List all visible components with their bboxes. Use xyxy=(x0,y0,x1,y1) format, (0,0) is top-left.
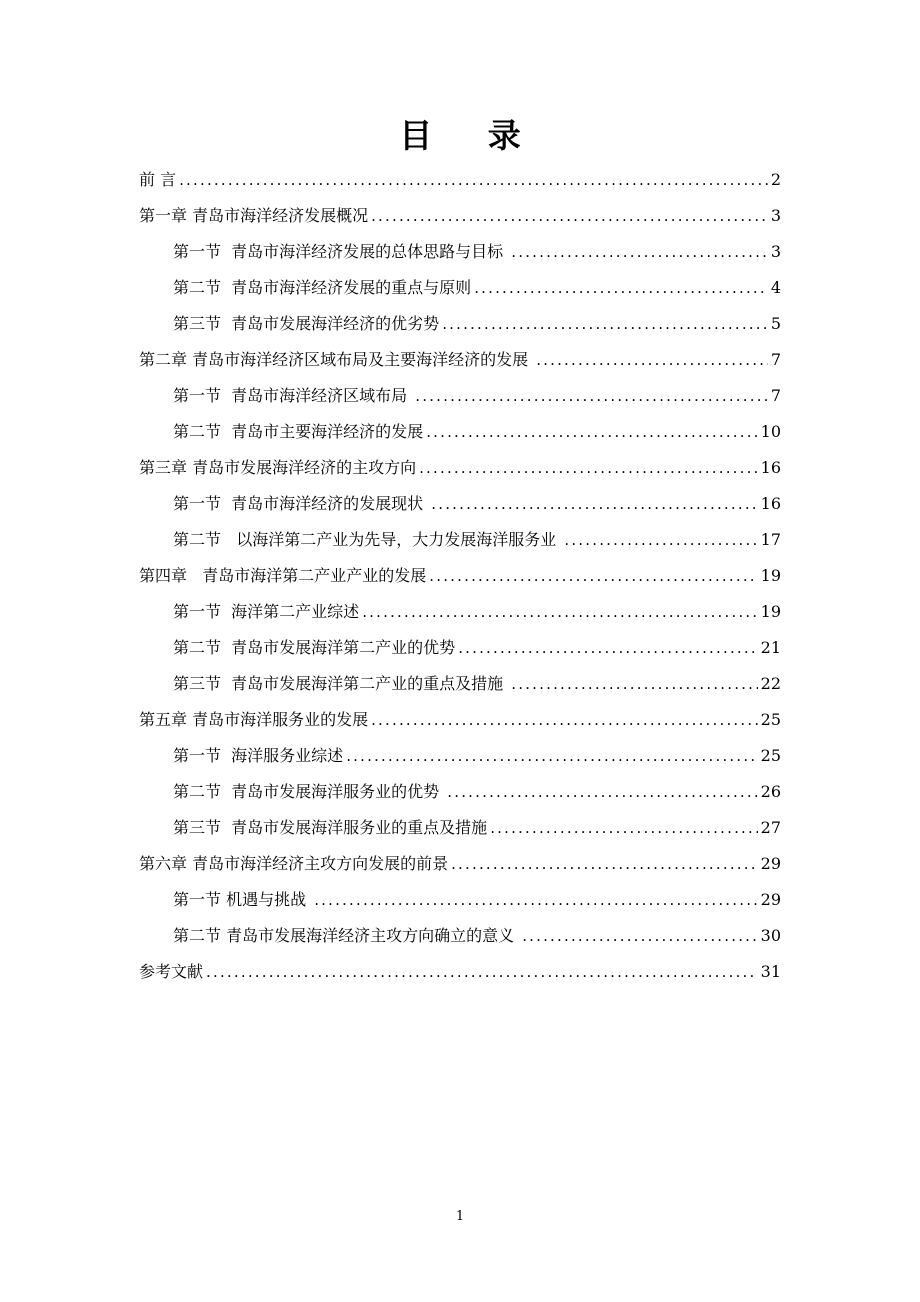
toc-entry-page-number: 19 xyxy=(760,566,781,585)
toc-entry-section[interactable] xyxy=(139,234,781,270)
toc-entry-section[interactable] xyxy=(139,630,781,666)
toc-dot-leader xyxy=(179,162,768,198)
toc-entry-section[interactable] xyxy=(139,522,781,558)
toc-entry-section[interactable] xyxy=(139,918,781,954)
toc-entry-page-number: 4 xyxy=(770,278,781,297)
toc-entry-page-number: 2 xyxy=(770,170,781,189)
toc-entry-section[interactable] xyxy=(139,378,781,414)
toc-entry-section[interactable] xyxy=(139,486,781,522)
toc-entry-page-number: 21 xyxy=(760,638,781,657)
toc-entry-section[interactable] xyxy=(139,882,781,918)
toc-entry-label: 第一节 机遇与挑战 xyxy=(173,890,312,909)
page-number: 1 xyxy=(455,1209,465,1224)
toc-entry-label: 第二节 以海洋第二产业为先导，大力发展海洋服务业 xyxy=(173,530,562,549)
toc-entry-page-number: 27 xyxy=(760,818,781,837)
toc-entry-chapter[interactable] xyxy=(139,954,781,990)
toc-dot-leader xyxy=(490,810,757,846)
toc-entry-page-number: 3 xyxy=(770,206,781,225)
toc-dot-leader xyxy=(522,918,757,954)
toc-entry-page-number: 5 xyxy=(770,314,781,333)
toc-entry-label: 第四章 青岛市海洋第二产业产业的发展 xyxy=(139,566,427,585)
toc-entry-label: 第三节 青岛市发展海洋经济的优劣势 xyxy=(173,314,440,333)
toc-dot-leader xyxy=(362,594,757,630)
toc-title: 目 录 xyxy=(399,116,543,155)
toc-dot-leader xyxy=(429,558,757,594)
toc-entry-page-number: 3 xyxy=(770,242,781,261)
toc-dot-leader xyxy=(442,306,768,342)
toc-entry-label: 第三节 青岛市发展海洋服务业的重点及措施 xyxy=(173,818,488,837)
toc-entry-page-number: 29 xyxy=(760,854,781,873)
toc-dot-leader xyxy=(314,882,757,918)
toc-dot-leader xyxy=(474,270,768,306)
toc-entry-label: 前 言 xyxy=(139,170,177,189)
toc-entry-chapter[interactable] xyxy=(139,846,781,882)
toc-entry-section[interactable] xyxy=(139,414,781,450)
toc-entry-label: 第六章 青岛市海洋经济主攻方向发展的前景 xyxy=(139,854,449,873)
toc-entry-label: 第一节 海洋服务业综述 xyxy=(173,746,344,765)
toc-dot-leader xyxy=(206,954,758,990)
toc-entry-label: 第三章 青岛市发展海洋经济的主攻方向 xyxy=(139,458,417,477)
toc-entry-label: 第二节 青岛市主要海洋经济的发展 xyxy=(173,422,424,441)
toc-entry-page-number: 16 xyxy=(760,494,781,513)
toc-entry-label: 第一节 青岛市海洋经济区域布局 xyxy=(173,386,413,405)
toc-entry-chapter[interactable] xyxy=(139,702,781,738)
toc-entry-label: 第一节 青岛市海洋经济的发展现状 xyxy=(173,494,429,513)
toc-entry-section[interactable] xyxy=(139,594,781,630)
toc-dot-leader xyxy=(426,414,757,450)
toc-entry-label: 第二章 青岛市海洋经济区域布局及主要海洋经济的发展 xyxy=(139,350,534,369)
toc-dot-leader xyxy=(371,198,768,234)
toc-entry-label: 第五章 青岛市海洋服务业的发展 xyxy=(139,710,369,729)
toc-entry-chapter[interactable] xyxy=(139,450,781,486)
toc-entry-section[interactable] xyxy=(139,270,781,306)
toc-dot-leader xyxy=(511,666,757,702)
toc-entry-page-number: 25 xyxy=(760,746,781,765)
toc-dot-leader xyxy=(458,630,757,666)
toc-entry-page-number: 7 xyxy=(770,350,781,369)
toc-entry-label: 参考文献 xyxy=(139,962,204,981)
toc-entry-page-number: 19 xyxy=(760,602,781,621)
toc-entry-section[interactable] xyxy=(139,666,781,702)
toc-entry-label: 第一章 青岛市海洋经济发展概况 xyxy=(139,206,369,225)
toc-entry-page-number: 10 xyxy=(760,422,781,441)
toc-dot-leader xyxy=(415,378,768,414)
toc-dot-leader xyxy=(447,774,757,810)
toc-entry-label: 第二节 青岛市海洋经济发展的重点与原则 xyxy=(173,278,472,297)
toc-entry-page-number: 7 xyxy=(770,386,781,405)
toc-dot-leader xyxy=(431,486,757,522)
toc-entry-page-number: 25 xyxy=(760,710,781,729)
toc-entry-page-number: 29 xyxy=(760,890,781,909)
toc-entry-section[interactable] xyxy=(139,810,781,846)
toc-entry-section[interactable] xyxy=(139,738,781,774)
toc-entry-label: 第一节 青岛市海洋经济发展的总体思路与目标 xyxy=(173,242,509,261)
toc-entry-chapter[interactable] xyxy=(139,342,781,378)
toc-dot-leader xyxy=(451,846,758,882)
toc-dot-leader xyxy=(419,450,758,486)
toc-entry-label: 第二节 青岛市发展海洋服务业的优势 xyxy=(173,782,445,801)
toc-entry-section[interactable] xyxy=(139,306,781,342)
toc-entry-chapter[interactable] xyxy=(139,198,781,234)
toc-entry-page-number: 22 xyxy=(760,674,781,693)
toc-entry-label: 第二节 青岛市发展海洋第二产业的优势 xyxy=(173,638,456,657)
toc-entry-chapter[interactable] xyxy=(139,558,781,594)
toc-dot-leader xyxy=(511,234,768,270)
toc-list xyxy=(139,162,781,990)
toc-entry-chapter[interactable] xyxy=(139,162,781,198)
toc-entry-page-number: 16 xyxy=(760,458,781,477)
toc-entry-page-number: 26 xyxy=(760,782,781,801)
toc-entry-label: 第二节 青岛市发展海洋经济主攻方向确立的意义 xyxy=(173,926,520,945)
toc-dot-leader xyxy=(346,738,757,774)
toc-entry-page-number: 30 xyxy=(760,926,781,945)
toc-entry-section[interactable] xyxy=(139,774,781,810)
toc-dot-leader xyxy=(536,342,768,378)
toc-entry-page-number: 31 xyxy=(760,962,781,981)
toc-entry-label: 第一节 海洋第二产业综述 xyxy=(173,602,360,621)
toc-entry-label: 第三节 青岛市发展海洋第二产业的重点及措施 xyxy=(173,674,509,693)
toc-dot-leader xyxy=(371,702,758,738)
toc-dot-leader xyxy=(564,522,757,558)
toc-entry-page-number: 17 xyxy=(760,530,781,549)
